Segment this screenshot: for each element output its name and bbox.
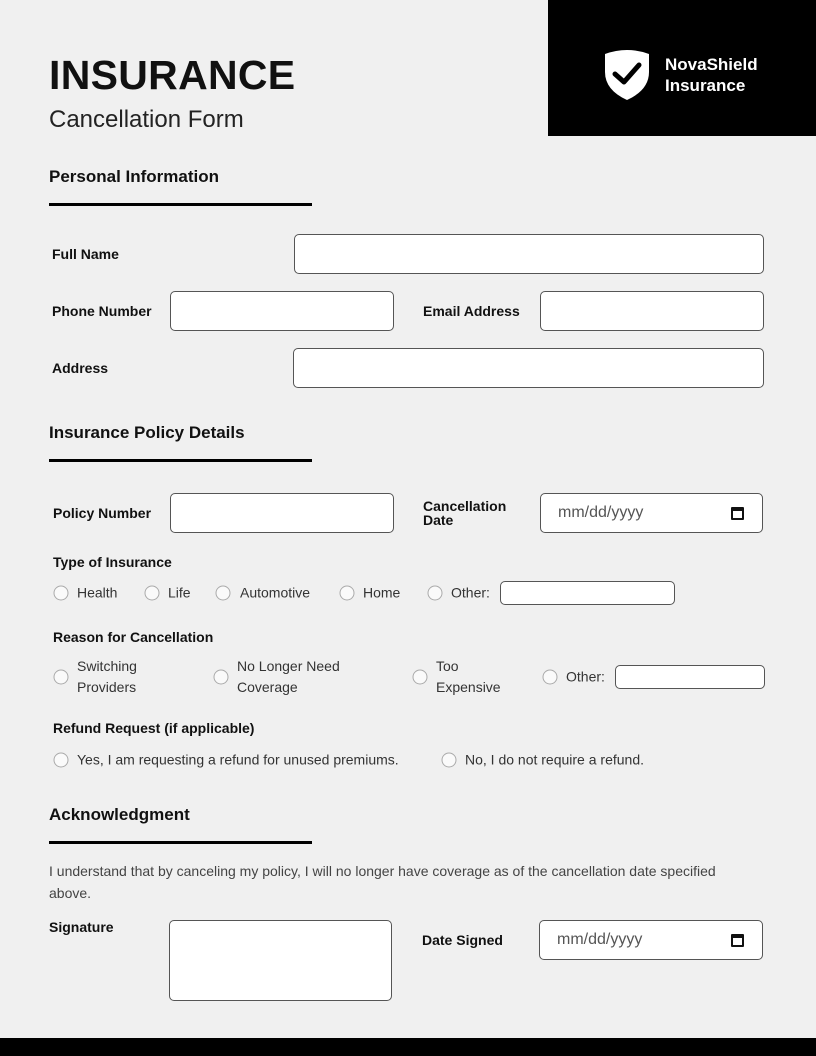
signature-label: Signature xyxy=(49,919,114,935)
policy-number-label: Policy Number xyxy=(53,505,152,521)
option-label: Yes, I am requesting a refund for unused premiums. xyxy=(77,751,399,768)
date-placeholder: mm/dd/yyyy xyxy=(558,504,644,521)
section-divider xyxy=(49,841,312,844)
radio-no-longer-need[interactable] xyxy=(214,670,229,685)
section-divider xyxy=(49,203,312,206)
calendar-icon[interactable] xyxy=(731,507,744,520)
option-line: Coverage xyxy=(237,679,298,695)
date-placeholder: mm/dd/yyyy xyxy=(557,931,643,948)
radio-too-expensive[interactable] xyxy=(413,670,428,685)
option-label: Automotive xyxy=(240,584,311,601)
option-label: Health xyxy=(77,584,118,601)
brand-subname: Insurance xyxy=(665,76,746,95)
option-line: Switching xyxy=(77,658,137,674)
address-label: Address xyxy=(52,360,109,376)
acknowledgment-text: I understand that by canceling my policy, I will no longer have coverage as of the cancellation date specified above. xyxy=(49,863,716,901)
date-signed-input[interactable] xyxy=(539,920,763,960)
radio-switching-providers[interactable] xyxy=(54,670,69,685)
option-label: Life xyxy=(168,584,191,601)
radio-other-reason[interactable] xyxy=(543,670,558,685)
other-type-input[interactable] xyxy=(500,581,675,605)
email-input[interactable] xyxy=(540,291,764,331)
brand-name: NovaShield xyxy=(665,55,758,74)
form-subtitle: Cancellation Form xyxy=(49,106,244,133)
email-label: Email Address xyxy=(423,303,520,319)
option-line: Providers xyxy=(77,679,137,695)
radio-refund-yes[interactable] xyxy=(54,753,69,768)
refund-label: Refund Request (if applicable) xyxy=(53,720,255,736)
cancellation-date-label: Cancellation Date xyxy=(423,498,507,528)
footer-bar xyxy=(0,1038,816,1056)
brand-block xyxy=(548,0,816,136)
cancellation-date-input[interactable] xyxy=(540,493,763,533)
section-divider xyxy=(49,459,312,462)
policy-number-input[interactable] xyxy=(170,493,394,533)
other-reason-input[interactable] xyxy=(615,665,765,689)
radio-health[interactable] xyxy=(54,586,69,601)
option-label: Home xyxy=(363,584,401,601)
radio-automotive[interactable] xyxy=(216,586,231,601)
shield-check-icon xyxy=(603,48,651,100)
option-label xyxy=(77,656,137,698)
option-line: Expensive xyxy=(436,679,501,695)
section-personal-heading: Personal Information xyxy=(49,167,220,186)
form-title: INSURANCE xyxy=(49,52,296,98)
radio-home[interactable] xyxy=(340,586,355,601)
option-label: Other: xyxy=(566,668,605,685)
address-input[interactable] xyxy=(293,348,764,388)
full-name-label: Full Name xyxy=(52,246,119,262)
section-policy-heading: Insurance Policy Details xyxy=(49,423,245,442)
option-label xyxy=(237,656,340,698)
section-ack-heading: Acknowledgment xyxy=(49,805,190,824)
option-label: Other: xyxy=(451,584,490,601)
calendar-icon[interactable] xyxy=(731,934,744,947)
phone-input[interactable] xyxy=(170,291,394,331)
option-line: No Longer Need xyxy=(237,658,340,674)
phone-label: Phone Number xyxy=(52,303,152,319)
reason-label: Reason for Cancellation xyxy=(53,629,214,645)
option-label: No, I do not require a refund. xyxy=(465,751,644,768)
radio-other-type[interactable] xyxy=(428,586,443,601)
signature-input[interactable] xyxy=(169,920,392,1001)
date-signed-label: Date Signed xyxy=(422,932,503,948)
full-name-input[interactable] xyxy=(294,234,764,274)
type-of-insurance-label: Type of Insurance xyxy=(53,554,172,570)
radio-life[interactable] xyxy=(145,586,160,601)
option-label xyxy=(436,656,501,698)
radio-refund-no[interactable] xyxy=(442,753,457,768)
option-line: Too xyxy=(436,658,459,674)
